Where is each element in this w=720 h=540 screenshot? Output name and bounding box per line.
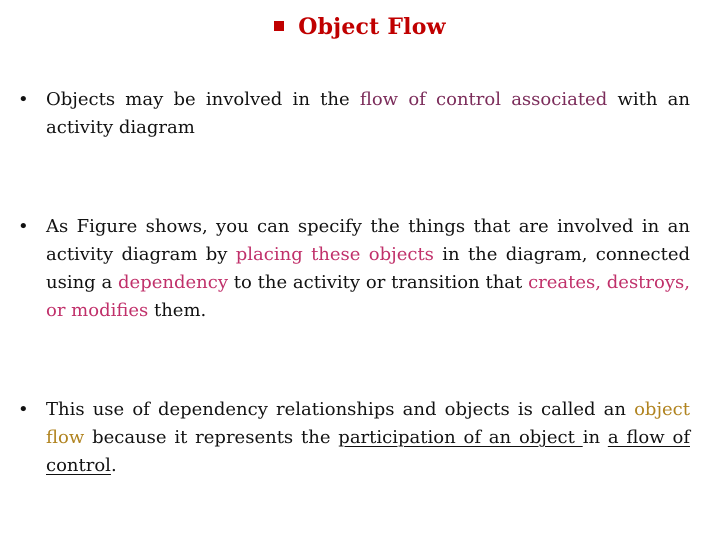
text-segment: to the activity or transition that	[228, 272, 529, 293]
text-segment: in the diagram, connected using a	[46, 244, 690, 293]
bullet-text	[46, 86, 690, 142]
text-segment: Objects may be involved in the	[46, 89, 360, 110]
text-segment: in	[582, 427, 608, 448]
text-segment: .	[110, 455, 117, 476]
text-segment: This use of dependency relationships and objects is called an	[46, 399, 635, 420]
text-segment: because it represents the	[84, 427, 339, 448]
underlined-flow-of-control: a flow of control	[46, 427, 690, 476]
highlight-creates-destroys: creates, destroys, or modifies	[46, 272, 690, 321]
square-bullet-icon	[274, 21, 284, 31]
highlight-placing-objects: placing these objects	[235, 244, 434, 265]
text-segment: them.	[148, 300, 207, 321]
bullet-point-3	[18, 396, 690, 480]
underlined-participation: participation of an object	[338, 427, 583, 448]
bullet-dot-icon: •	[18, 89, 29, 110]
highlight-object-flow: object flow	[46, 399, 690, 448]
bullet-dot-icon: •	[18, 399, 29, 420]
slide-title	[0, 14, 720, 40]
text-segment: As Figure shows, you can specify the things that are involved in an activity diagram by	[46, 216, 690, 265]
text-segment: with an activity diagram	[46, 89, 690, 138]
bullet-text	[46, 396, 690, 480]
bullet-point-2	[18, 213, 690, 325]
highlight-dependency: dependency	[118, 272, 228, 293]
bullet-point-1	[18, 86, 690, 142]
bullet-text	[46, 213, 690, 325]
slide-title-text: Object Flow	[298, 14, 446, 40]
highlight-flow-of-control: flow of control associated	[359, 89, 608, 110]
bullet-dot-icon: •	[18, 216, 29, 237]
